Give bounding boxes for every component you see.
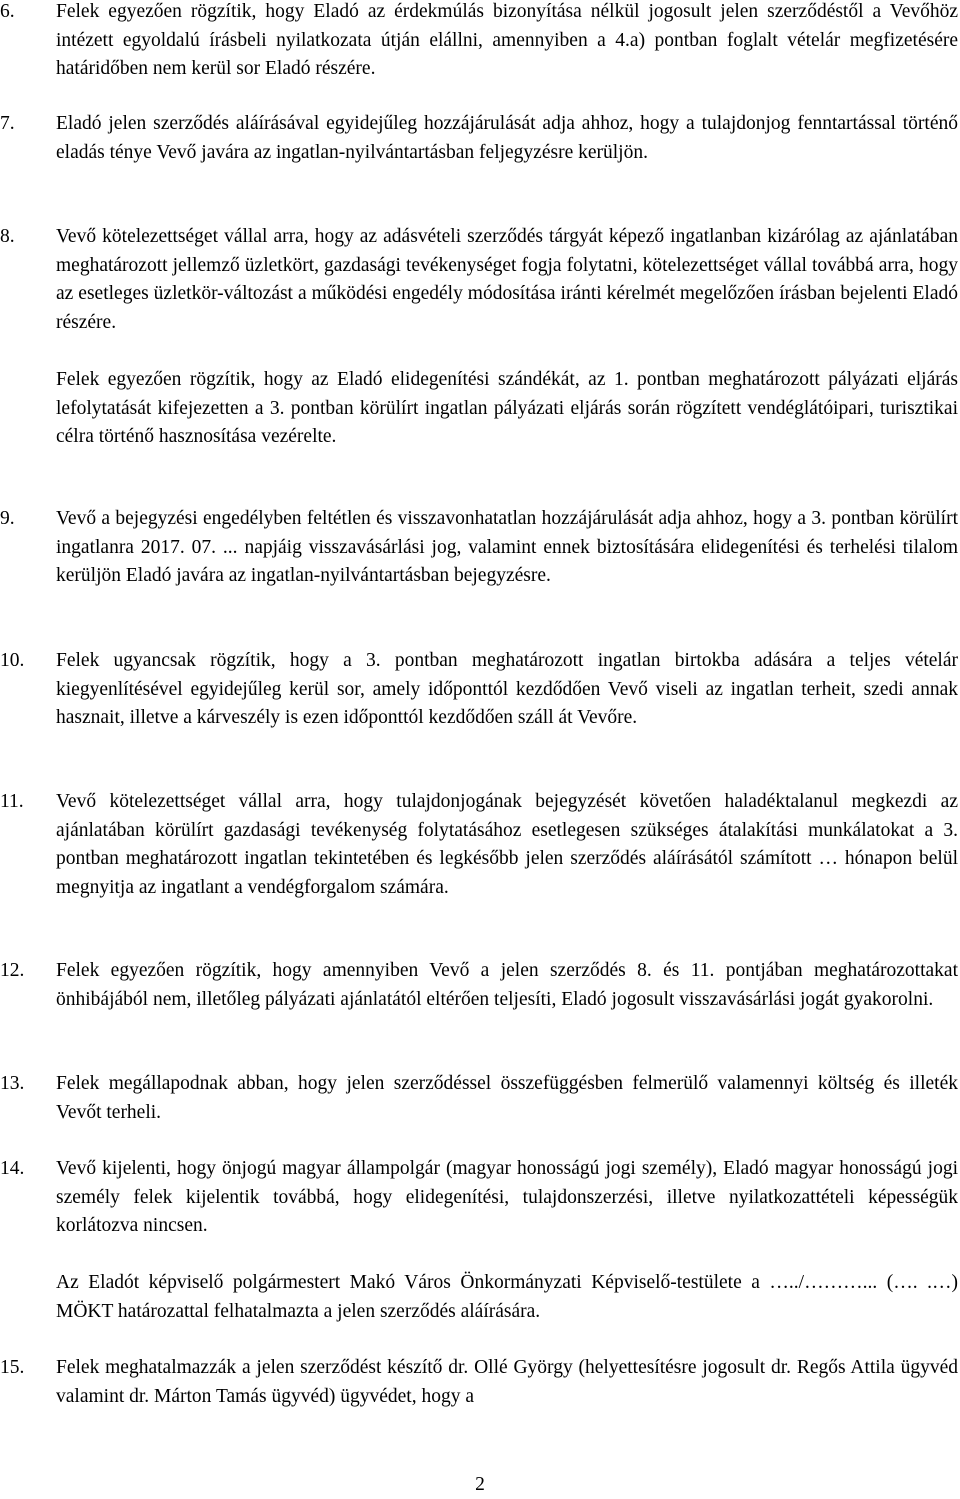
clause-7	[0, 110, 960, 167]
clause-text: Felek ugyancsak rögzítik, hogy a 3. pontban meghatározott ingatlan birtokba adására a teljes vételár kiegyenlítésével egyidejűleg kerül sor, amely időponttól kezdődően Vevő viseli az ingatlan terheit, szedi annak hasznait, illetve a kárveszély is ezen időponttól kezdődően száll át Vevőre.	[56, 650, 958, 729]
clause-number: 15.	[0, 1357, 25, 1378]
clause-9	[0, 505, 960, 591]
clause-text: Eladó jelen szerződés aláírásával egyidejűleg hozzájárulását adja ahhoz, hogy a tulajdonjog fenntartással történő eladás ténye Vevő javára az ingatlan-nyilvántartásban feljegyzésre kerüljön.	[56, 113, 958, 163]
clause-number: 14.	[0, 1158, 25, 1179]
clause-10	[0, 647, 960, 733]
clause-6	[0, 0, 960, 84]
clause-number: 8.	[0, 226, 15, 247]
clause-number: 6.	[0, 1, 15, 22]
clause-text: Vevő a bejegyzési engedélyben feltétlen és visszavonhatatlan hozzájárulását adja ahhoz, hogy a 3. pontban körülírt ingatlanra 2017. 07. ... napjáig visszavásárlási jog, valamint ennek biztosítására elidegenítési és terhelési tilalom kerüljön Eladó javára az ingatlan-nyilvántartásban bejegyzésre.	[56, 508, 958, 587]
clause-15	[0, 1354, 960, 1411]
clause-text: Felek egyezően rögzítik, hogy Eladó az érdekmúlás bizonyítása nélkül jogosult jelen szerződéstől a Vevőhöz intézett egyoldalú írásbeli nyilatkozata útján elállni, amennyiben a 4.a) pontban foglalt vételár megfizetésére határidőben nem kerül sor Eladó részére.	[56, 1, 958, 80]
clause-14	[0, 1155, 960, 1327]
clause-11	[0, 788, 960, 902]
clause-number: 12.	[0, 960, 25, 981]
clause-13	[0, 1070, 960, 1127]
page-number: 2	[475, 1474, 485, 1495]
clause-number: 7.	[0, 113, 15, 134]
clause-number: 10.	[0, 650, 25, 671]
clause-number: 13.	[0, 1073, 25, 1094]
clause-text: Az Eladót képviselő polgármestert Makó Város Önkormányzati Képviselő-testülete a …../………... (…. .…) MÖKT határozattal felhatalmazta a jelen szerződés aláírására.	[56, 1272, 958, 1322]
clause-8	[0, 223, 960, 452]
clause-12	[0, 957, 960, 1014]
clause-text: Felek megállapodnak abban, hogy jelen szerződéssel összefüggésben felmerülő valamennyi költség és illeték Vevőt terheli.	[56, 1073, 958, 1123]
clause-text: Vevő kijelenti, hogy önjogú magyar állampolgár (magyar honosságú jogi személy), Eladó magyar honosságú jogi személy felek kijelentik továbbá, hogy elidegenítési, tulajdonszerzési, illetve nyilatkozattételi képességük korlátozva nincsen.	[56, 1158, 958, 1237]
clause-text: Felek egyezően rögzítik, hogy amennyiben Vevő a jelen szerződés 8. és 11. pontjában meghatározottakat önhibájából nem, illetőleg pályázati ajánlatától eltérően teljesíti, Eladó jogosult visszavásárlási jogát gyakorolni.	[56, 960, 958, 1010]
clause-text: Felek egyezően rögzítik, hogy az Eladó elidegenítési szándékát, az 1. pontban meghatározott pályázati eljárás lefolytatását kifejezetten a 3. pontban körülírt ingatlan pályázati eljárás során rögzített vendéglátóipari, turisztikai célra történő hasznosítása vezérelte.	[56, 368, 958, 448]
clause-number: 11.	[0, 791, 24, 812]
clause-text: Felek meghatalmazzák a jelen szerződést készítő dr. Ollé György (helyettesítésre jogosult dr. Regős Attila ügyvéd valamint dr. Márton Tamás ügyvéd) ügyvédet, hogy a	[56, 1357, 958, 1407]
clause-number: 9.	[0, 508, 15, 529]
clause-text: Vevő kötelezettséget vállal arra, hogy az adásvételi szerződés tárgyát képező ingatlanban kizárólag az ajánlatában meghatározott jellemző üzletkört, gazdasági tevékenységet fogja folytatni, kötelezettséget vállal továbbá arra, hogy az esetleges üzletkör-változást a működési engedély módosítása iránti kérelmét megelőzően írásban bejelenti Eladó részére.	[56, 226, 958, 333]
clause-text: Vevő kötelezettséget vállal arra, hogy tulajdonjogának bejegyzését követően haladéktalanul megkezdi az ajánlatában körülírt gazdasági tevékenység folytatásához esetlegesen szükséges átalakítási munkálatokat a 3. pontban meghatározott ingatlan tekintetében és legkésőbb jelen szerződés aláírásától számított … hónapon belül megnyitja az ingatlant a vendégforgalom számára.	[56, 791, 958, 898]
